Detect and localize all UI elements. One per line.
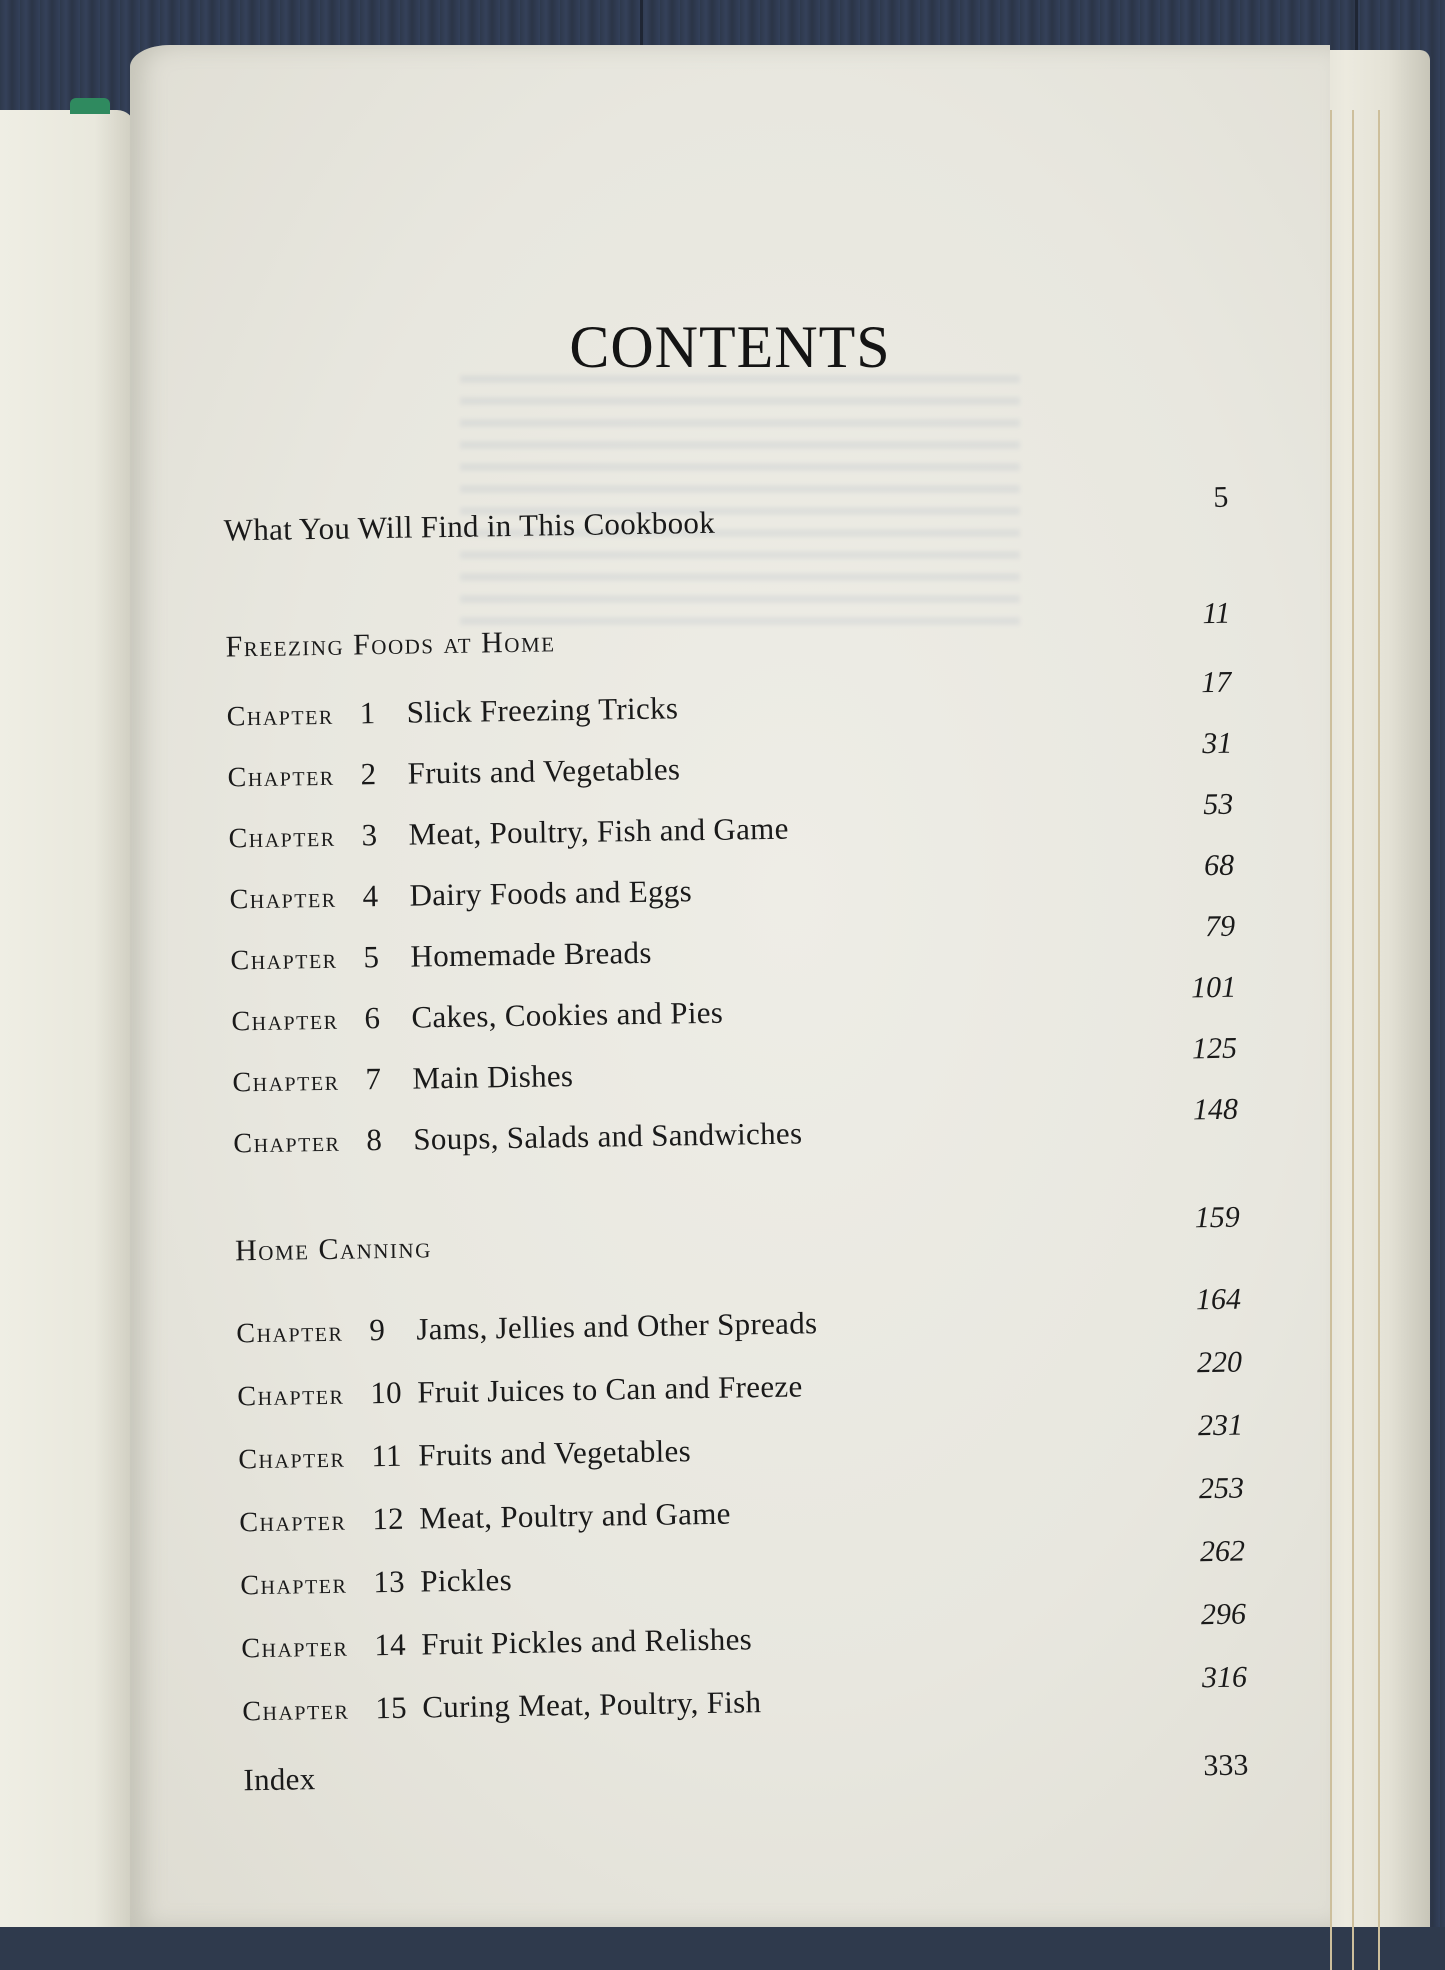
chapter-number: 7 [365, 1061, 382, 1097]
chapter-title: Fruit Pickles and Relishes [421, 1621, 753, 1662]
chapter-page: 17 [1201, 665, 1232, 700]
toc-intro-label: What You Will Find in This Cookbook [223, 504, 716, 548]
toc-section-page: 11 [1202, 596, 1231, 631]
chapter-page: 79 [1204, 909, 1236, 944]
chapter-page: 231 [1197, 1408, 1244, 1443]
chapter-title: Fruits and Vegetables [418, 1433, 692, 1473]
chapter-title: Jams, Jellies and Other Spreads [416, 1305, 818, 1347]
chapter-number: 4 [362, 878, 379, 914]
book-cover-edge [70, 98, 110, 114]
chapter-page: 101 [1190, 970, 1237, 1005]
chapter-page: 316 [1201, 1660, 1248, 1695]
chapter-label: Chapter [231, 1004, 339, 1038]
toc-chapter-row [240, 1534, 1246, 1603]
chapter-number: 10 [370, 1374, 403, 1411]
chapter-page: 253 [1198, 1471, 1245, 1506]
chapter-title: Curing Meat, Poultry, Fish [422, 1684, 762, 1725]
chapter-label: Chapter [229, 882, 337, 916]
chapter-number: 5 [363, 939, 380, 975]
toc-chapter-row [238, 1408, 1244, 1477]
chapter-label: Chapter [230, 943, 338, 977]
chapter-number: 1 [359, 695, 376, 731]
chapter-title: Fruit Juices to Can and Freeze [417, 1368, 803, 1410]
chapter-page: 53 [1202, 787, 1234, 822]
chapter-page: 125 [1191, 1031, 1238, 1066]
chapter-label: Chapter [228, 821, 336, 855]
toc-chapter-row [239, 1471, 1245, 1540]
chapter-page: 31 [1201, 726, 1233, 761]
chapter-number: 13 [373, 1563, 406, 1600]
toc-chapter-row [241, 1597, 1247, 1666]
chapter-number: 12 [372, 1500, 405, 1537]
chapter-title: Cakes, Cookies and Pies [411, 994, 724, 1035]
chapter-number: 11 [371, 1437, 403, 1474]
chapter-label: Chapter [232, 1065, 340, 1099]
toc-chapter-row [233, 1092, 1239, 1161]
chapter-title: Dairy Foods and Eggs [409, 873, 693, 913]
chapter-page: 220 [1196, 1345, 1243, 1380]
toc-section-page: 159 [1194, 1200, 1240, 1235]
chapter-title: Meat, Poultry, Fish and Game [408, 810, 789, 852]
toc-chapter-row [228, 787, 1234, 856]
chapter-label: Chapter [242, 1694, 350, 1728]
toc-section-label: Home Canning [234, 1231, 432, 1268]
toc-section-row [225, 596, 1231, 665]
chapter-title: Main Dishes [412, 1058, 574, 1096]
chapter-title: Meat, Poultry and Game [419, 1495, 731, 1536]
page-edge-line [1330, 110, 1332, 1970]
chapter-page: 164 [1195, 1282, 1242, 1317]
chapter-number: 2 [360, 756, 377, 792]
chapter-number: 14 [374, 1626, 407, 1663]
chapter-label: Chapter [236, 1316, 344, 1350]
toc-intro-row [223, 480, 1229, 549]
page-title: CONTENTS [569, 314, 891, 380]
toc-chapter-row [227, 726, 1233, 795]
chapter-title: Pickles [420, 1562, 513, 1599]
chapter-number: 15 [375, 1689, 408, 1726]
chapter-title: Homemade Breads [410, 934, 652, 974]
chapter-label: Chapter [238, 1442, 346, 1476]
chapter-number: 3 [361, 817, 378, 853]
chapter-label: Chapter [226, 699, 334, 733]
chapter-page: 262 [1199, 1534, 1246, 1569]
toc-chapter-row [236, 1282, 1242, 1351]
toc-index-label: Index [243, 1761, 316, 1798]
chapter-page: 296 [1200, 1597, 1247, 1632]
toc-chapter-row [231, 970, 1237, 1039]
chapter-label: Chapter [233, 1126, 341, 1160]
page-edge-line [1352, 110, 1354, 1970]
toc-index-row [243, 1739, 1249, 1799]
chapter-title: Soups, Salads and Sandwiches [413, 1115, 803, 1157]
left-page-edge [0, 110, 135, 1927]
page-edge-line [1378, 110, 1380, 1970]
toc-section-row [234, 1200, 1241, 1269]
chapter-number: 9 [369, 1312, 386, 1348]
chapter-label: Chapter [237, 1379, 345, 1413]
chapter-page: 148 [1192, 1092, 1239, 1127]
toc-intro-page: 5 [1213, 480, 1229, 514]
toc-chapter-row [229, 848, 1235, 917]
chapter-number: 6 [364, 1000, 381, 1036]
chapter-label: Chapter [240, 1568, 348, 1602]
chapter-label: Chapter [241, 1631, 349, 1665]
contents-page [130, 45, 1330, 1927]
toc-chapter-row [237, 1345, 1243, 1414]
chapter-title: Slick Freezing Tricks [406, 690, 679, 730]
table-of-contents [130, 45, 1330, 1927]
chapter-page: 68 [1203, 848, 1235, 883]
toc-chapter-row [242, 1660, 1248, 1729]
toc-chapter-row [230, 909, 1236, 978]
toc-section-label: Freezing Foods at Home [225, 625, 556, 664]
chapter-number: 8 [366, 1122, 383, 1158]
toc-chapter-row [226, 665, 1232, 734]
chapter-title: Fruits and Vegetables [407, 751, 681, 791]
toc-index-page: 333 [1203, 1748, 1249, 1783]
chapter-label: Chapter [227, 760, 335, 794]
chapter-label: Chapter [239, 1505, 347, 1539]
toc-chapter-row [232, 1031, 1238, 1100]
